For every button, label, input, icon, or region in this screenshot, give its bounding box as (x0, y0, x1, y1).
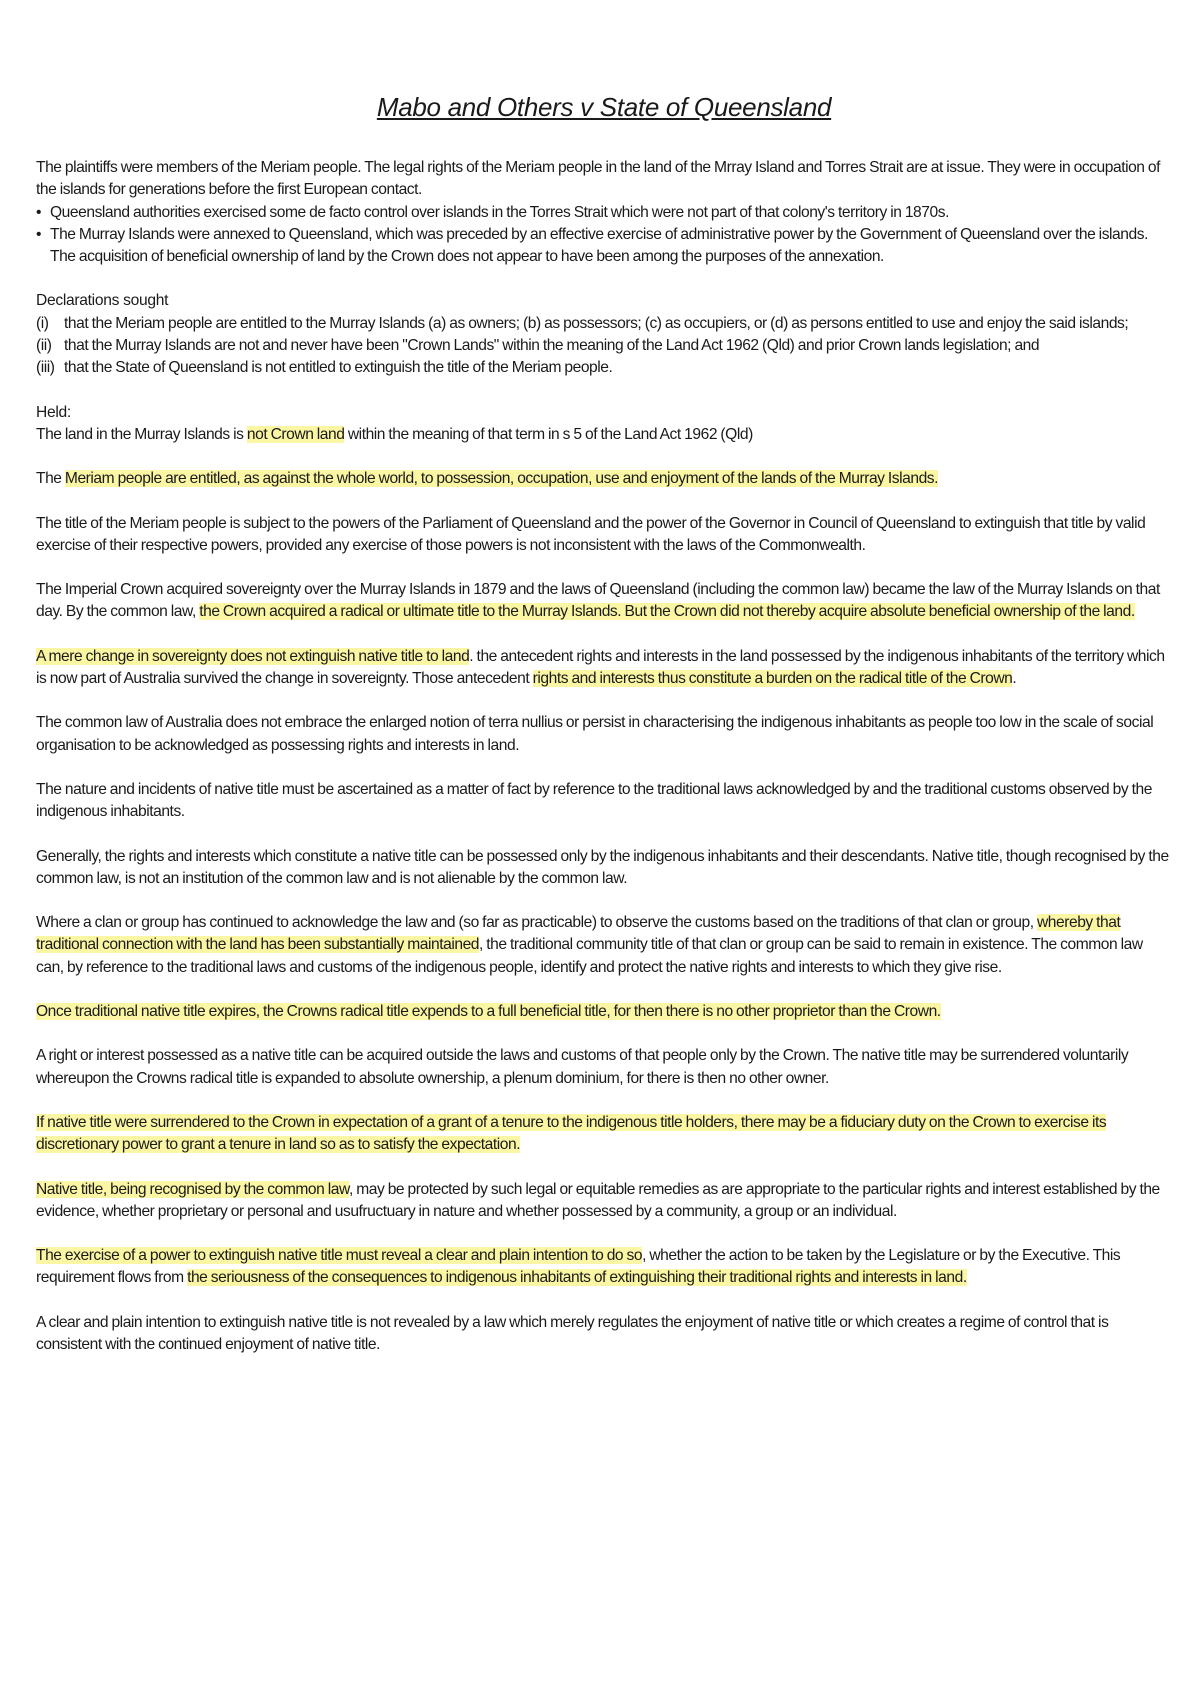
declarations-list (36, 313, 1172, 380)
intro-paragraph: The plaintiffs were members of the Meriam people. The legal rights of the Meriam people in the land of the Mrray Island and Torres Strait are at issue. They were in occupation of the islands for generations before the first European contact. (36, 159, 1161, 199)
text-run: , may be protected by such legal or equitable remedies as are appropriate to the particular rights and interest established by the evidence, whether proprietary or personal and usufructuary in nature and whether possessed by a community, a group or an individual. (36, 1180, 1160, 1220)
text-run: The Imperial Crown acquired sovereignty over the Murray Islands in 1879 and the laws of Queensland (including the common law) became the law of the Murray Islands on that day. By the common law, (36, 581, 1160, 621)
bullet-glyph: • (36, 203, 42, 221)
declaration-number: (iii) (36, 359, 55, 377)
bullet-text: Queensland authorities exercised some de facto control over islands in the Torres Strait which were not part of that colony's territory in 1870s. (50, 203, 949, 221)
highlighted-text: not Crown land (246, 425, 345, 443)
text-run: , whether the action to be taken by the Legislature or by the Executive. This requirement flows from (36, 1247, 1121, 1287)
held-paragraph-4 (36, 579, 1172, 624)
highlighted-text: the Crown acquired a radical or ultimate title to the Murray Islands. But the Crown did not thereby acquire absolute beneficial ownership of the land. (199, 603, 1135, 621)
facts-bullet-list (36, 202, 1172, 269)
bullet-item (36, 202, 1172, 224)
highlighted-text: The exercise of a power to extinguish native title must reveal a clear and plain intention to do so (36, 1247, 643, 1265)
held-paragraph-15: A clear and plain intention to extinguish native title is not revealed by a law which merely regulates the enjoyment of native title or which creates a regime of control that is consistent with the continued enjoyment of native title. (36, 1313, 1109, 1353)
highlighted-text: Meriam people are entitled, as against the whole world, to possession, occupation, use and enjoyment of the lands of the Murray Islands. (64, 470, 939, 488)
bullet-item (36, 224, 1172, 269)
held-paragraph-9 (36, 912, 1172, 979)
document-page (36, 92, 1172, 1378)
text-run: , the traditional community title of that clan or group can be said to remain in existence. The common law can, by reference to the traditional laws and customs of the indigenous people, identify and protect the native rights and interests to which they give rise. (36, 936, 1143, 976)
highlighted-text: the seriousness of the consequences to indigenous inhabitants of extinguishing their traditional rights and interests in land. (187, 1269, 967, 1287)
text-run: Where a clan or group has continued to acknowledge the law and (so far as practicable) to observe the customs based on the traditions of that clan or group, (36, 914, 1037, 932)
held-paragraph-5 (36, 646, 1172, 691)
text-run: The (36, 470, 65, 488)
declaration-item (36, 313, 1172, 335)
text-run: The land in the Murray Islands is (36, 425, 247, 443)
declaration-number: (ii) (36, 337, 52, 355)
held-heading: Held: (36, 403, 71, 421)
declaration-text: that the Murray Islands are not and never have been "Crown Lands" within the meaning of the Land Act 1962 (Qld) and prior Crown lands legislation; and (64, 337, 1040, 355)
held-paragraph-14 (36, 1245, 1172, 1290)
document-title: Mabo and Others v State of Queensland (376, 92, 832, 122)
held-paragraph-13 (36, 1179, 1172, 1224)
held-paragraph-1 (36, 424, 1172, 446)
highlighted-text: Native title, being recognised by the common law (36, 1180, 349, 1198)
declarations-heading: Declarations sought (36, 292, 169, 310)
held-paragraph-6: The common law of Australia does not embrace the enlarged notion of terra nullius or persist in characterising the indigenous inhabitants as people too low in the scale of social organisation to be acknowledged as possessing rights and interests in land. (36, 714, 1154, 754)
highlighted-text: rights and interests thus constitute a burden on the radical title of the Crown (532, 670, 1013, 688)
highlighted-text: whereby that traditional connection with the land has been substantially maintained (36, 914, 1121, 954)
held-paragraph-3: The title of the Meriam people is subject to the powers of the Parliament of Queensland and the power of the Governor in Council of Queensland to extinguish that title by valid exercise of their respective powers, provided any exercise of those powers is not inconsistent with the laws of the Commonwealth. (36, 514, 1146, 554)
text-run: within the meaning of that term in s 5 of the Land Act 1962 (Qld) (344, 425, 753, 443)
text-run: . the antecedent rights and interests in the land possessed by the indigenous inhabitants of the territory which is now part of Australia survived the change in sovereignty. Those antecedent (36, 647, 1165, 688)
declaration-text: that the State of Queensland is not entitled to extinguish the title of the Meriam people. (64, 359, 613, 377)
declaration-item (36, 357, 1172, 379)
highlighted-text: Once traditional native title expires, the Crowns radical title expends to a full beneficial title, for then there is no other proprietor than the Crown. (36, 1003, 941, 1021)
held-paragraph-11: A right or interest possessed as a native title can be acquired outside the laws and customs of that people only by the Crown. The native title may be surrendered voluntarily whereupon the Crowns radical title is expanded to absolute ownership, a plenum dominium, for there is then no other owner. (36, 1047, 1129, 1087)
bullet-text: The Murray Islands were annexed to Queensland, which was preceded by an effective exercise of administrative power by the Government of Queensland over the islands. The acquisition of beneficial ownership of land by the Crown does not appear to have been among the purposes of the annexation. (50, 225, 1148, 266)
declaration-text: that the Meriam people are entitled to the Murray Islands (a) as owners; (b) as possessors; (c) as occupiers, or (d) as persons entitled to use and enjoy the said islands; (64, 314, 1129, 332)
held-paragraph-2 (36, 468, 1172, 490)
declaration-item (36, 335, 1172, 357)
highlighted-text: If native title were surrendered to the Crown in expectation of a grant of a tenure to the indigenous title holders, there may be a fiduciary duty on the Crown to exercise its discretionary power to grant a tenure in land so as to satisfy the expectation. (36, 1113, 1107, 1154)
highlighted-text: A mere change in sovereignty does not extinguish native title to land (36, 647, 470, 665)
held-paragraph-8: Generally, the rights and interests which constitute a native title can be possessed only by the indigenous inhabitants and their descendants. Native title, though recognised by the common law, is not an institution of the common law and is not alienable by the common law. (36, 847, 1169, 887)
text-run: . (1012, 670, 1017, 688)
held-paragraph-12 (36, 1112, 1172, 1157)
held-paragraph-7: The nature and incidents of native title must be ascertained as a matter of fact by reference to the traditional laws acknowledged by and the traditional customs observed by the indigenous inhabitants. (36, 780, 1152, 821)
held-paragraph-10 (36, 1001, 1172, 1023)
declaration-number: (i) (36, 314, 49, 332)
bullet-glyph: • (36, 225, 42, 243)
